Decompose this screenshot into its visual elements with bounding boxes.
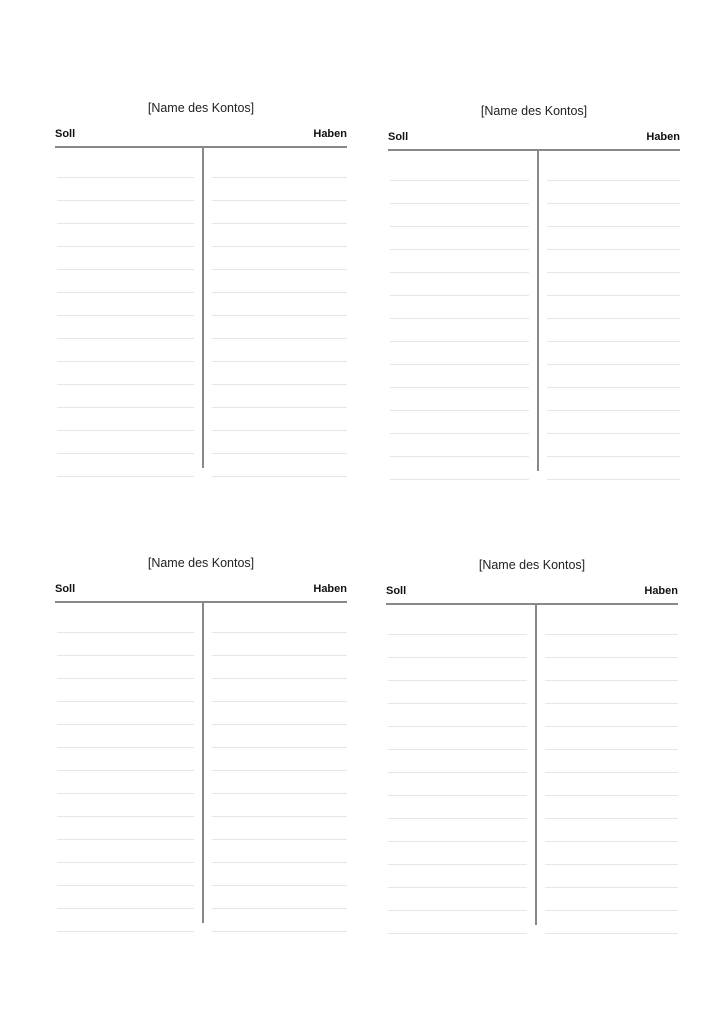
debit-label: Soll xyxy=(386,585,407,597)
credit-entry-line xyxy=(212,407,347,408)
account-title: [Name des Kontos] xyxy=(147,101,255,115)
credit-label: Haben xyxy=(644,585,678,597)
debit-entry-line xyxy=(388,795,527,796)
debit-entry-line xyxy=(388,680,527,681)
debit-entry-line xyxy=(390,249,529,250)
credit-entry-line xyxy=(212,246,347,247)
t-account-1 xyxy=(55,101,347,461)
debit-entry-line xyxy=(388,726,527,727)
debit-entry-line xyxy=(57,269,194,270)
credit-entry-line xyxy=(547,387,680,388)
credit-label: Haben xyxy=(646,131,680,143)
credit-entry-line xyxy=(212,269,347,270)
debit-entry-line xyxy=(390,295,529,296)
credit-entry-line xyxy=(547,226,680,227)
header-divider xyxy=(386,603,678,605)
credit-entry-line xyxy=(212,908,347,909)
credit-entry-line xyxy=(545,726,678,727)
credit-entry-line xyxy=(545,864,678,865)
credit-entry-line xyxy=(212,701,347,702)
header-divider xyxy=(55,601,347,603)
credit-entry-line xyxy=(212,885,347,886)
debit-entry-line xyxy=(57,839,194,840)
credit-label: Haben xyxy=(313,128,347,140)
account-title: [Name des Kontos] xyxy=(480,104,588,118)
debit-entry-line xyxy=(388,818,527,819)
credit-entry-line xyxy=(212,678,347,679)
debit-entry-line xyxy=(388,887,527,888)
credit-entry-line xyxy=(212,476,347,477)
debit-entry-line xyxy=(57,701,194,702)
debit-entry-line xyxy=(57,632,194,633)
debit-entry-line xyxy=(57,678,194,679)
credit-entry-line xyxy=(212,793,347,794)
t-account-4 xyxy=(386,558,678,918)
credit-entry-line xyxy=(547,433,680,434)
debit-entry-line xyxy=(57,453,194,454)
account-title: [Name des Kontos] xyxy=(478,558,586,572)
credit-entry-line xyxy=(212,361,347,362)
debit-entry-line xyxy=(390,318,529,319)
debit-entry-line xyxy=(57,315,194,316)
debit-label: Soll xyxy=(388,131,409,143)
debit-entry-line xyxy=(388,910,527,911)
credit-entry-line xyxy=(212,816,347,817)
credit-entry-line xyxy=(212,931,347,932)
debit-entry-line xyxy=(390,456,529,457)
debit-entry-line xyxy=(57,655,194,656)
debit-entry-line xyxy=(57,476,194,477)
credit-entry-line xyxy=(212,200,347,201)
credit-entry-line xyxy=(547,456,680,457)
credit-entry-line xyxy=(545,657,678,658)
debit-entry-line xyxy=(57,200,194,201)
header-divider xyxy=(55,146,347,148)
credit-entry-line xyxy=(547,364,680,365)
credit-entry-line xyxy=(545,841,678,842)
credit-entry-line xyxy=(212,453,347,454)
t-account-2 xyxy=(388,104,680,464)
credit-entry-line xyxy=(212,177,347,178)
debit-entry-line xyxy=(390,433,529,434)
credit-entry-line xyxy=(545,887,678,888)
credit-entry-line xyxy=(545,910,678,911)
debit-entry-line xyxy=(57,430,194,431)
debit-entry-line xyxy=(390,387,529,388)
credit-entry-line xyxy=(545,703,678,704)
center-divider xyxy=(202,146,204,468)
debit-entry-line xyxy=(390,226,529,227)
debit-entry-line xyxy=(57,931,194,932)
debit-entry-line xyxy=(57,885,194,886)
debit-entry-line xyxy=(390,410,529,411)
credit-entry-line xyxy=(212,632,347,633)
credit-entry-line xyxy=(547,203,680,204)
debit-entry-line xyxy=(57,338,194,339)
debit-entry-line xyxy=(388,749,527,750)
debit-label: Soll xyxy=(55,583,76,595)
debit-entry-line xyxy=(57,223,194,224)
credit-entry-line xyxy=(547,295,680,296)
debit-entry-line xyxy=(388,933,527,934)
credit-entry-line xyxy=(547,410,680,411)
debit-entry-line xyxy=(57,292,194,293)
debit-entry-line xyxy=(57,816,194,817)
credit-entry-line xyxy=(212,839,347,840)
debit-entry-line xyxy=(57,384,194,385)
credit-entry-line xyxy=(212,430,347,431)
debit-entry-line xyxy=(390,180,529,181)
credit-entry-line xyxy=(212,655,347,656)
credit-entry-line xyxy=(212,292,347,293)
debit-entry-line xyxy=(390,203,529,204)
credit-entry-line xyxy=(212,770,347,771)
debit-entry-line xyxy=(57,246,194,247)
debit-entry-line xyxy=(388,864,527,865)
credit-label: Haben xyxy=(313,583,347,595)
debit-entry-line xyxy=(57,793,194,794)
debit-entry-line xyxy=(57,407,194,408)
debit-entry-line xyxy=(390,341,529,342)
credit-entry-line xyxy=(545,818,678,819)
credit-entry-line xyxy=(212,384,347,385)
credit-entry-line xyxy=(547,479,680,480)
debit-entry-line xyxy=(57,747,194,748)
credit-entry-line xyxy=(212,223,347,224)
debit-entry-line xyxy=(57,908,194,909)
debit-entry-line xyxy=(388,772,527,773)
t-account-3 xyxy=(55,556,347,916)
center-divider xyxy=(535,603,537,925)
credit-entry-line xyxy=(212,747,347,748)
credit-entry-line xyxy=(545,634,678,635)
debit-entry-line xyxy=(57,361,194,362)
credit-entry-line xyxy=(212,724,347,725)
credit-entry-line xyxy=(547,272,680,273)
center-divider xyxy=(537,149,539,471)
credit-entry-line xyxy=(212,862,347,863)
debit-entry-line xyxy=(57,770,194,771)
debit-entry-line xyxy=(390,272,529,273)
debit-entry-line xyxy=(388,657,527,658)
debit-entry-line xyxy=(57,724,194,725)
debit-entry-line xyxy=(390,364,529,365)
credit-entry-line xyxy=(212,338,347,339)
credit-entry-line xyxy=(547,341,680,342)
credit-entry-line xyxy=(545,680,678,681)
debit-entry-line xyxy=(57,177,194,178)
credit-entry-line xyxy=(547,180,680,181)
debit-entry-line xyxy=(57,862,194,863)
credit-entry-line xyxy=(547,318,680,319)
debit-entry-line xyxy=(388,841,527,842)
debit-entry-line xyxy=(390,479,529,480)
credit-entry-line xyxy=(545,933,678,934)
debit-entry-line xyxy=(388,703,527,704)
debit-entry-line xyxy=(388,634,527,635)
header-divider xyxy=(388,149,680,151)
credit-entry-line xyxy=(545,795,678,796)
credit-entry-line xyxy=(547,249,680,250)
center-divider xyxy=(202,601,204,923)
credit-entry-line xyxy=(212,315,347,316)
credit-entry-line xyxy=(545,749,678,750)
debit-label: Soll xyxy=(55,128,76,140)
account-title: [Name des Kontos] xyxy=(147,556,255,570)
credit-entry-line xyxy=(545,772,678,773)
